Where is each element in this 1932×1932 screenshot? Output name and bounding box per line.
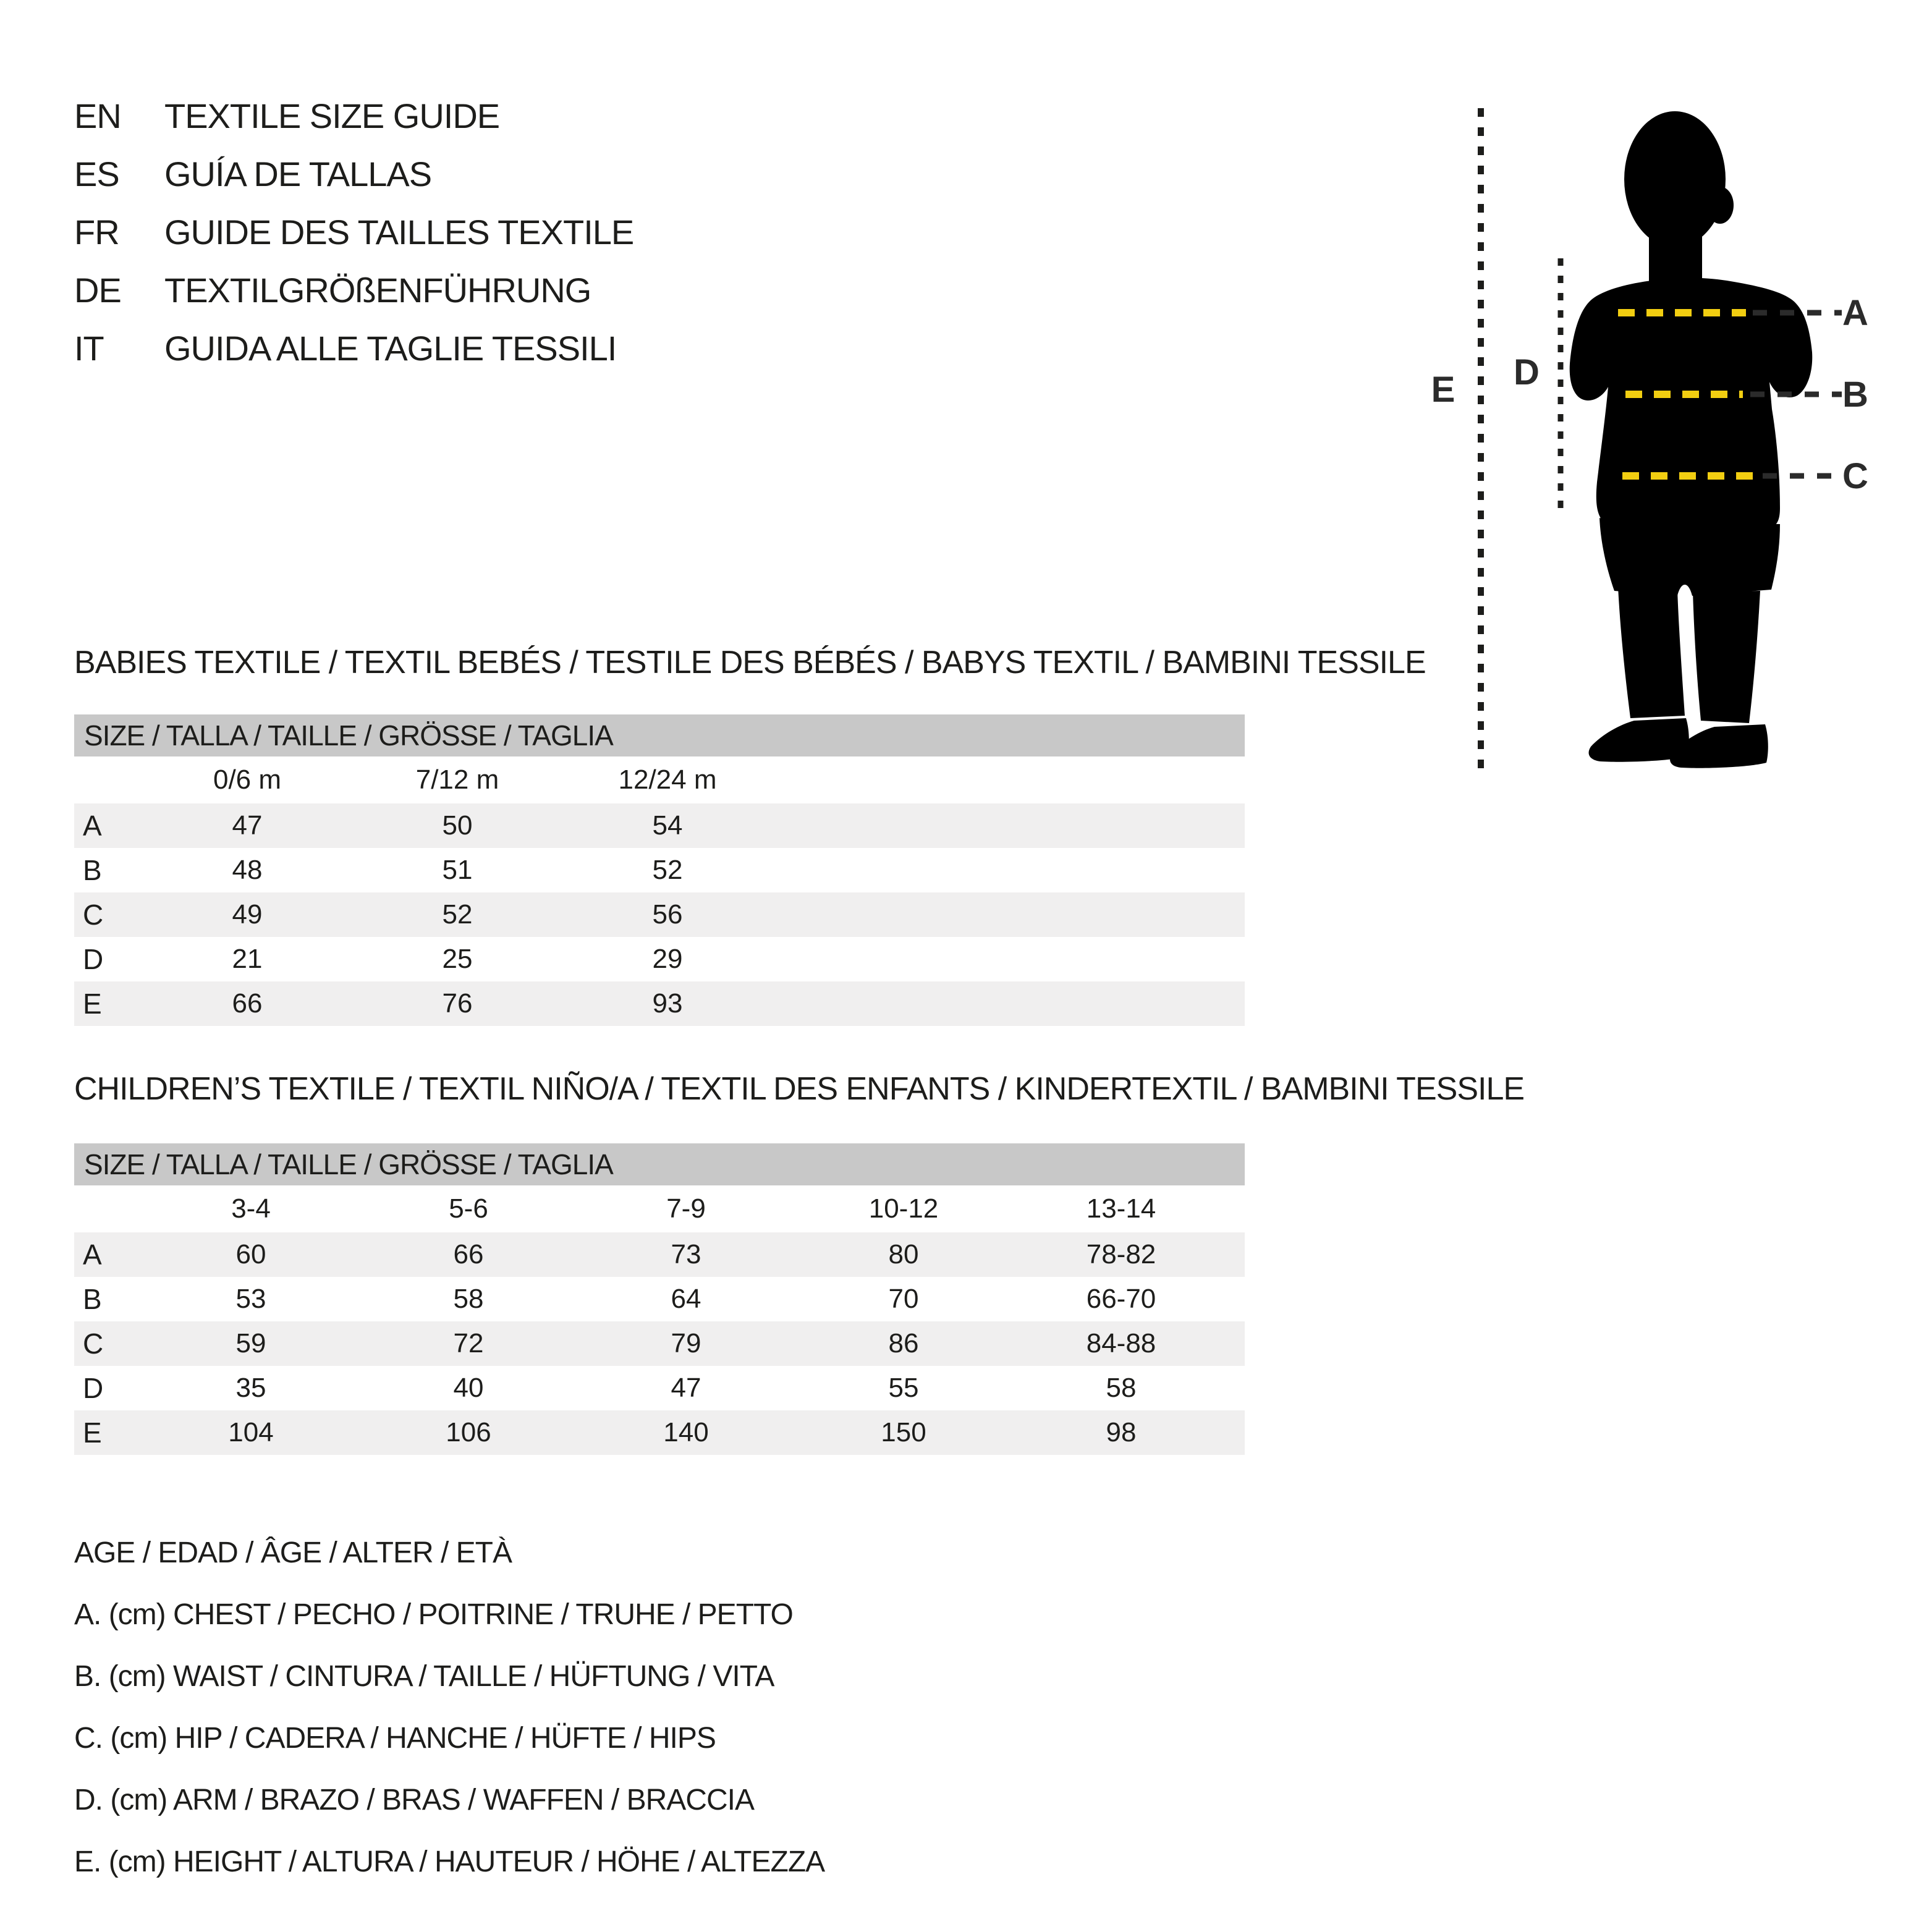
arm-label: D <box>1514 352 1540 392</box>
row-label: A <box>83 1239 102 1271</box>
table-cell: 84-88 <box>1086 1328 1156 1358</box>
table-cell: 55 <box>888 1373 919 1403</box>
empty-cell <box>773 937 1245 981</box>
table-cell: 29 <box>652 944 683 974</box>
language-row <box>74 87 633 145</box>
table-row <box>74 848 1245 892</box>
table-cell: 80 <box>888 1239 919 1269</box>
table-row <box>74 892 1245 937</box>
row-label: A <box>83 810 102 842</box>
table-cell: 48 <box>232 855 263 885</box>
table-cell: 35 <box>235 1373 266 1403</box>
legend-line-arm: D. (cm) ARM / BRAZO / BRAS / WAFFEN / BRACCIA <box>74 1783 754 1816</box>
babies-size-table <box>74 756 1245 1026</box>
table-cell: 52 <box>442 899 473 930</box>
table-cell: 66 <box>453 1239 484 1269</box>
row-label: E <box>83 988 102 1020</box>
column-header: 3-4 <box>231 1193 271 1224</box>
table-cell: 47 <box>671 1373 701 1403</box>
empty-cell <box>773 756 1245 803</box>
column-header: 5-6 <box>449 1193 488 1224</box>
empty-cell <box>773 892 1245 937</box>
column-header: 10-12 <box>868 1193 939 1224</box>
table-cell: 98 <box>1106 1417 1137 1447</box>
table-cell: 106 <box>446 1417 491 1447</box>
table-cell: 150 <box>881 1417 926 1447</box>
babies-size-header-bar <box>74 714 1245 756</box>
language-code: ES <box>74 154 119 193</box>
hip-label: C <box>1842 456 1868 496</box>
table-row <box>74 937 1245 981</box>
height-label: E <box>1431 370 1455 410</box>
table-cell: 40 <box>453 1373 484 1403</box>
language-title: TEXTILGRÖßENFÜHRUNG <box>164 270 591 310</box>
language-title-list <box>74 87 633 377</box>
table-row <box>74 1232 1245 1277</box>
legend-line-waist: B. (cm) WAIST / CINTURA / TAILLE / HÜFTUNG / VITA <box>74 1659 774 1693</box>
table-row <box>74 1410 1245 1455</box>
table-cell: 86 <box>888 1328 919 1358</box>
table-cell: 50 <box>442 810 473 841</box>
table-cell: 54 <box>652 810 683 841</box>
table-cell: 58 <box>1106 1373 1137 1403</box>
table-row <box>74 1277 1245 1321</box>
table-cell: 73 <box>671 1239 701 1269</box>
table-cell: 66 <box>232 988 263 1019</box>
table-cell: 76 <box>442 988 473 1019</box>
measurement-legend <box>74 1522 824 1892</box>
children-size-header-bar <box>74 1143 1245 1185</box>
table-row <box>74 1366 1245 1410</box>
empty-cell <box>1230 1277 1245 1321</box>
language-title: GUÍA DE TALLAS <box>164 154 432 193</box>
table-cell: 66-70 <box>1086 1284 1156 1314</box>
chest-label: A <box>1842 293 1868 333</box>
row-label: C <box>83 899 104 931</box>
column-header: 12/24 m <box>618 765 717 795</box>
table-row <box>74 1321 1245 1366</box>
table-cell: 25 <box>442 944 473 974</box>
language-row <box>74 145 633 203</box>
babies-section-heading: BABIES TEXTILE / TEXTIL BEBÉS / TESTILE DES BÉBÉS / BABYS TEXTIL / BAMBINI TESSILE <box>74 645 1426 680</box>
language-title: GUIDA ALLE TAGLIE TESSILI <box>164 328 617 368</box>
column-header: 7/12 m <box>415 765 499 795</box>
children-size-header-text: SIZE / TALLA / TAILLE / GRÖSSE / TAGLIA <box>84 1148 613 1180</box>
table-cell: 140 <box>663 1417 709 1447</box>
waist-label: B <box>1842 375 1868 415</box>
empty-cell <box>1230 1410 1245 1455</box>
table-cell: 56 <box>652 899 683 930</box>
empty-cell <box>1230 1185 1245 1232</box>
children-size-table <box>74 1185 1245 1455</box>
table-cell: 60 <box>235 1239 266 1269</box>
row-label: C <box>83 1328 104 1360</box>
language-title: GUIDE DES TAILLES TEXTILE <box>164 212 634 252</box>
babies-column-header-row <box>74 756 1245 803</box>
empty-cell <box>773 848 1245 892</box>
table-cell: 47 <box>232 810 263 841</box>
children-section-heading: CHILDREN’S TEXTILE / TEXTIL NIÑO/A / TEXTIL DES ENFANTS / KINDERTEXTIL / BAMBINI TESSILE <box>74 1071 1525 1107</box>
empty-cell <box>1230 1366 1245 1410</box>
row-label: D <box>83 1372 104 1404</box>
child-silhouette-icon <box>1570 111 1813 768</box>
empty-cell <box>773 803 1245 848</box>
language-row <box>74 319 633 377</box>
language-row <box>74 203 633 261</box>
column-header: 7-9 <box>666 1193 706 1224</box>
table-cell: 21 <box>232 944 263 974</box>
column-header: 13-14 <box>1086 1193 1156 1224</box>
table-cell: 52 <box>652 855 683 885</box>
table-cell: 104 <box>228 1417 274 1447</box>
corner-cell <box>74 756 142 803</box>
language-code: EN <box>74 96 121 135</box>
corner-cell <box>74 1185 142 1232</box>
legend-line-hip: C. (cm) HIP / CADERA / HANCHE / HÜFTE / HIPS <box>74 1721 716 1755</box>
empty-cell <box>1230 1232 1245 1277</box>
table-cell: 93 <box>652 988 683 1019</box>
row-label: D <box>83 943 104 975</box>
language-code: FR <box>74 212 119 252</box>
table-cell: 78-82 <box>1086 1239 1156 1269</box>
table-cell: 72 <box>453 1328 484 1358</box>
table-row <box>74 803 1245 848</box>
table-cell: 64 <box>671 1284 701 1314</box>
legend-line-height: E. (cm) HEIGHT / ALTURA / HAUTEUR / HÖHE / ALTEZZA <box>74 1845 825 1878</box>
language-row <box>74 261 633 319</box>
legend-line-chest: A. (cm) CHEST / PECHO / POITRINE / TRUHE / PETTO <box>74 1598 793 1631</box>
language-code: DE <box>74 270 121 310</box>
table-cell: 51 <box>442 855 473 885</box>
column-header: 0/6 m <box>213 765 282 795</box>
table-row <box>74 981 1245 1026</box>
table-cell: 58 <box>453 1284 484 1314</box>
child-measurement-diagram <box>1409 93 1932 816</box>
empty-cell <box>773 981 1245 1026</box>
row-label: E <box>83 1417 102 1449</box>
table-cell: 49 <box>232 899 263 930</box>
table-cell: 70 <box>888 1284 919 1314</box>
children-column-header-row <box>74 1185 1245 1232</box>
babies-size-header-text: SIZE / TALLA / TAILLE / GRÖSSE / TAGLIA <box>84 719 613 752</box>
table-cell: 53 <box>235 1284 266 1314</box>
table-cell: 79 <box>671 1328 701 1358</box>
language-code: IT <box>74 328 104 368</box>
row-label: B <box>83 854 102 886</box>
language-title: TEXTILE SIZE GUIDE <box>164 96 500 135</box>
legend-line-age: AGE / EDAD / ÂGE / ALTER / ETÀ <box>74 1536 512 1569</box>
table-cell: 59 <box>235 1328 266 1358</box>
row-label: B <box>83 1283 102 1315</box>
empty-cell <box>1230 1321 1245 1366</box>
